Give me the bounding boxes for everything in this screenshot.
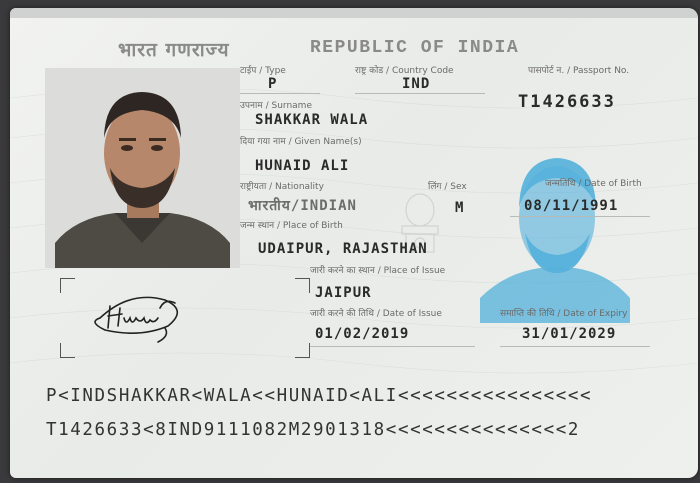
- date-of-expiry-label: समाप्ति की तिथि / Date of Expiry: [500, 309, 628, 319]
- nationality-label: राष्ट्रीयता / Nationality: [240, 182, 324, 192]
- date-of-issue-value: 01/02/2019: [315, 326, 410, 342]
- dob-value: 08/11/1991: [524, 198, 619, 214]
- type-value: P: [268, 76, 278, 92]
- country-code-label: राष्ट्र कोड / Country Code: [355, 66, 454, 76]
- doi-underline: [310, 346, 475, 347]
- country-code-underline: [355, 93, 485, 94]
- sex-value: M: [455, 200, 465, 216]
- sex-label: लिंग / Sex: [428, 182, 467, 192]
- date-of-expiry-value: 31/01/2029: [522, 326, 617, 342]
- signature-box: [60, 278, 310, 358]
- place-of-birth-label: जन्म स्थान / Place of Birth: [240, 221, 343, 231]
- surname-label: उपनाम / Surname: [240, 101, 312, 111]
- country-name-english: REPUBLIC OF INDIA: [310, 38, 520, 58]
- holder-signature: [60, 278, 310, 358]
- dob-label: जन्मतिथि / Date of Birth: [545, 179, 642, 189]
- country-code-value: IND: [402, 76, 431, 92]
- place-of-issue-value: JAIPUR: [315, 285, 372, 301]
- place-of-issue-label: जारी करने का स्थान / Place of Issue: [310, 266, 446, 276]
- ghost-photo: [480, 148, 630, 323]
- nationality-value: भारतीय/INDIAN: [248, 198, 357, 214]
- mrz-line-2: T1426633<8IND9111082M2901318<<<<<<<<<<<<<<<2: [46, 420, 580, 440]
- dob-underline: [510, 216, 650, 217]
- country-name-hindi: भारत गणराज्य: [118, 39, 230, 61]
- date-of-issue-label: जारी करने की तिथि / Date of Issue: [310, 309, 442, 319]
- holder-photo: [45, 68, 240, 268]
- passport-no-label: पासपोर्ट न. / Passport No.: [528, 66, 630, 76]
- place-of-birth-value: UDAIPUR, RAJASTHAN: [258, 241, 428, 257]
- given-names-value: HUNAID ALI: [255, 158, 350, 174]
- passport-no-value: T1426633: [518, 92, 616, 112]
- passport-data-page: [10, 8, 698, 478]
- surname-value: SHAKKAR WALA: [255, 112, 369, 128]
- mrz-line-1: P<INDSHAKKAR<WALA<<HUNAID<ALI<<<<<<<<<<<<<<<<: [46, 386, 593, 406]
- given-names-label: दिया गया नाम / Given Name(s): [240, 137, 362, 147]
- doe-underline: [500, 346, 650, 347]
- type-label: टाईप / Type: [240, 66, 286, 76]
- type-underline: [240, 93, 320, 94]
